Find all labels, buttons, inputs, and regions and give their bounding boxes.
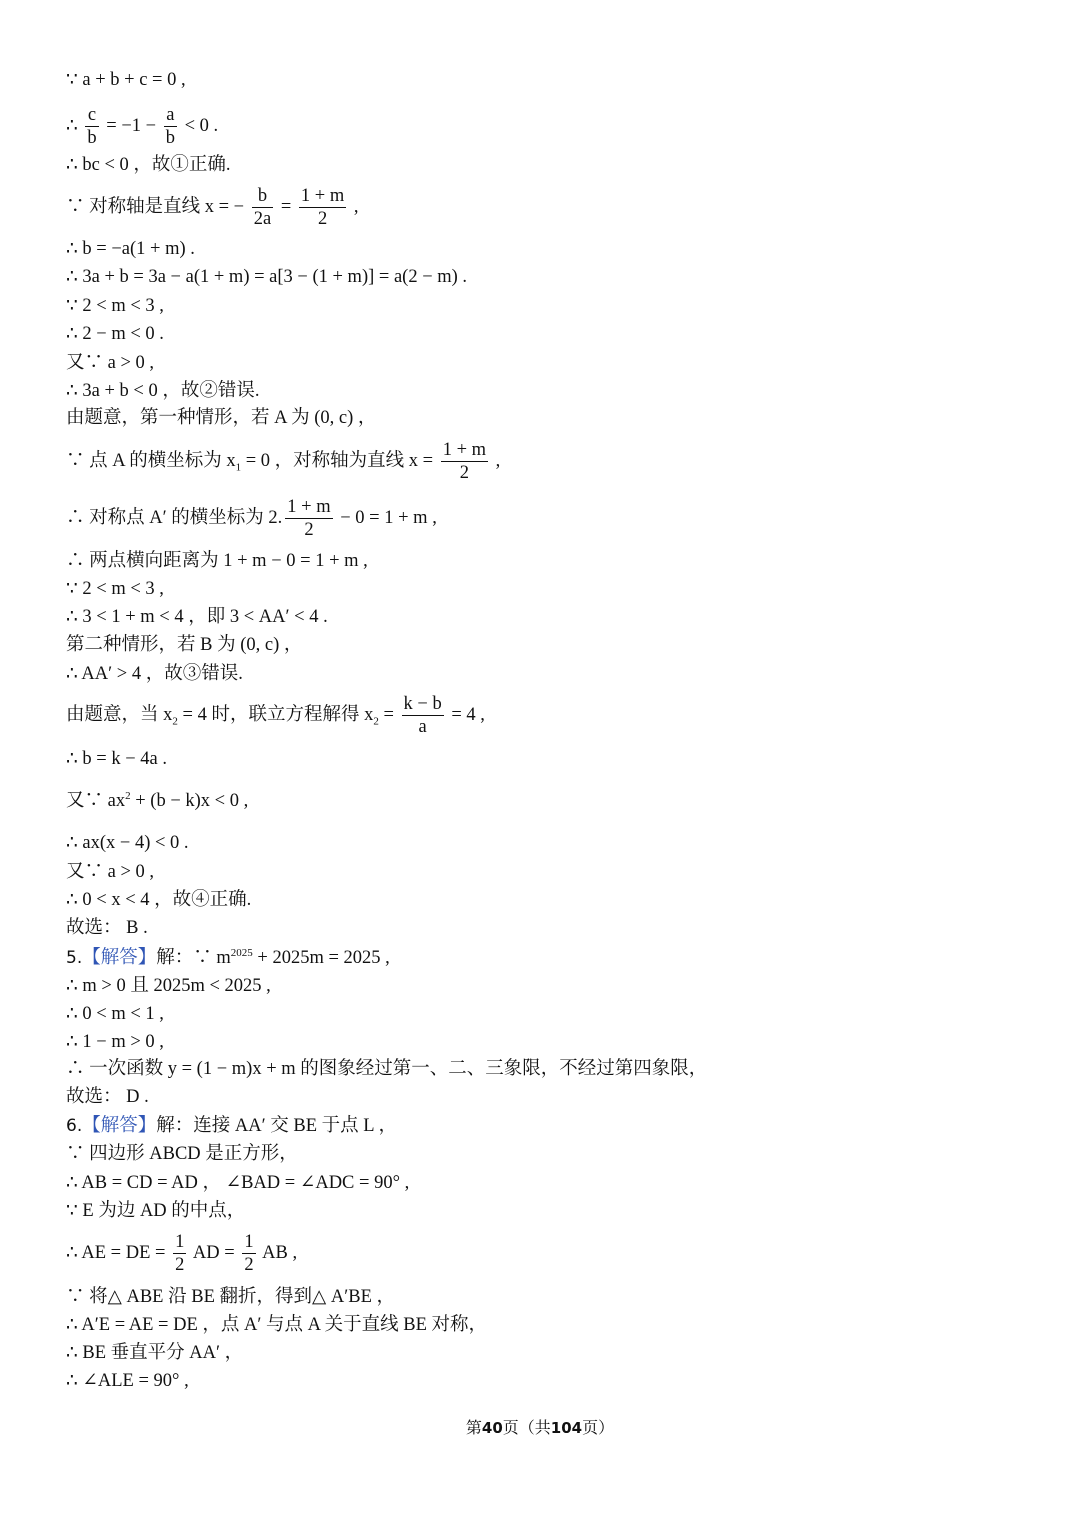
line-3: ∴ bc < 0 ，故①正确.: [66, 155, 231, 175]
text: ,: [491, 450, 501, 471]
text: 又∵ ax: [66, 791, 126, 811]
text: ,: [349, 196, 359, 217]
line-20: ∴ b = k − 4a .: [66, 749, 167, 769]
line-10: ∴ 3a + b < 0 ，故②错误.: [66, 381, 260, 401]
fraction: [441, 439, 488, 484]
text: ∴: [66, 115, 83, 136]
fraction: [164, 104, 177, 149]
denominator: a: [418, 717, 427, 737]
denominator: 2: [459, 463, 469, 483]
numerator: b: [252, 185, 273, 208]
text: =: [378, 704, 399, 725]
text: 解：连接 AA′ 交 BE 于点 L ，: [156, 1116, 398, 1136]
text: − 0 = 1 + m ,: [335, 507, 437, 528]
question-number: 6.: [66, 1116, 83, 1136]
denominator: b: [87, 128, 97, 148]
fraction: [252, 185, 273, 230]
footer-suffix: 页）: [582, 1420, 615, 1437]
fraction: [173, 1231, 186, 1276]
denominator: 2: [304, 520, 314, 540]
line-16: ∴ 3 < 1 + m < 4 ，即 3 < AA′ < 4 .: [66, 607, 328, 627]
text: + (b − k)x < 0 ,: [130, 791, 249, 811]
line-2: [66, 104, 218, 149]
footer-middle: 页（共: [502, 1420, 551, 1437]
numerator: k − b: [403, 694, 442, 714]
numerator: 1 + m: [442, 440, 487, 460]
line-31: 故选： D .: [66, 1087, 149, 1107]
line-35: ∵ E 为边 AD 的中点，: [66, 1201, 246, 1221]
denominator: 2: [244, 1255, 254, 1275]
line-38: ∴ A′E = AE = DE ，点 A′ 与点 A 关于直线 BE 对称，: [66, 1315, 488, 1335]
text: ∵ 点 A 的横坐标为 x: [66, 450, 236, 471]
line-37: ∵ 将△ ABE 沿 BE 翻折，得到△ A′BE ，: [66, 1287, 396, 1307]
fraction: [242, 1231, 255, 1276]
denominator: 2a: [253, 209, 272, 229]
line-25: 故选： B .: [66, 918, 148, 938]
fraction: [85, 104, 98, 149]
total-pages: 104: [550, 1419, 583, 1437]
denominator: 2: [175, 1255, 185, 1275]
numerator: 1 + m: [300, 186, 345, 206]
text: 解：∵ m: [156, 948, 231, 968]
text: = 0 ，对称轴为直线 x =: [241, 450, 438, 471]
text: AD =: [189, 1242, 240, 1263]
numerator: 1 + m: [287, 497, 331, 517]
text: = 4 ,: [446, 704, 485, 725]
line-36: [66, 1231, 297, 1276]
numerator: c: [85, 104, 98, 127]
line-13: [66, 496, 437, 541]
line-30: ∴ 一次函数 y = (1 − m)x + m 的图象经过第一、二、三象限，不经过第四象限，: [66, 1059, 708, 1079]
text: = −1 −: [101, 115, 161, 136]
denominator: 2: [317, 209, 328, 229]
subscript: 2: [373, 715, 379, 728]
subscript: 2: [172, 715, 178, 728]
page-footer: [0, 1415, 1080, 1438]
line-12: [66, 439, 500, 484]
line-17: 第二种情形，若 B 为 (0, c) ，: [66, 635, 303, 655]
line-27: ∴ m > 0 且 2025m < 2025 ,: [66, 976, 271, 996]
footer-prefix: 第: [465, 1420, 482, 1437]
numerator: a: [164, 104, 177, 127]
line-23: 又∵ a > 0 ,: [66, 862, 155, 882]
text: 由题意，当 x: [66, 704, 173, 725]
page-number: 40: [481, 1419, 503, 1437]
numerator: 1: [175, 1232, 185, 1252]
fraction: [402, 693, 444, 738]
superscript: 2: [125, 789, 131, 802]
line-34: ∴ AB = CD = AD ， ∠BAD = ∠ADC = 90° ,: [66, 1173, 410, 1193]
text: ∴ 对称点 A′ 的横坐标为 2.: [66, 507, 283, 528]
line-26: [66, 947, 390, 969]
denominator: b: [165, 128, 175, 148]
line-7: ∵ 2 < m < 3 ,: [66, 296, 164, 316]
line-33: ∵ 四边形 ABCD 是正方形，: [66, 1144, 298, 1164]
line-1: ∵ a + b + c = 0 ,: [66, 70, 186, 90]
line-24: ∴ 0 < x < 4 ，故④正确.: [66, 890, 252, 910]
line-9: 又∵ a > 0 ,: [66, 353, 155, 373]
question-number: 5.: [66, 948, 83, 968]
line-15: ∵ 2 < m < 3 ,: [66, 579, 164, 599]
text: =: [276, 196, 296, 217]
answer-tag: 【解答】: [82, 1116, 157, 1136]
answer-tag: 【解答】: [82, 948, 157, 968]
line-4: [66, 185, 358, 230]
line-19: [66, 693, 485, 738]
text: + 2025m = 2025 ,: [252, 948, 390, 968]
line-21: [66, 790, 248, 812]
line-39: ∴ BE 垂直平分 AA′ ，: [66, 1343, 244, 1363]
line-8: ∴ 2 − m < 0 .: [66, 324, 164, 344]
fraction: [299, 185, 346, 230]
line-28: ∴ 0 < m < 1 ,: [66, 1004, 164, 1024]
line-29: ∴ 1 − m > 0 ,: [66, 1032, 164, 1052]
fraction: [285, 496, 332, 541]
text: AB ,: [258, 1242, 298, 1263]
line-5: ∴ b = −a(1 + m) .: [66, 239, 195, 259]
text: < 0 .: [179, 115, 219, 136]
line-18: ∴ AA′ > 4 ，故③错误.: [66, 664, 243, 684]
subscript: 1: [235, 461, 242, 474]
line-14: ∴ 两点横向距离为 1 + m − 0 = 1 + m ,: [66, 551, 368, 571]
text: ∵ 对称轴是直线 x = −: [66, 196, 249, 217]
numerator: 1: [244, 1232, 254, 1252]
text: = 4 时，联立方程解得 x: [177, 704, 374, 725]
line-6: ∴ 3a + b = 3a − a(1 + m) = a[3 − (1 + m)] = a(2 − m) .: [66, 267, 468, 287]
line-40: ∴ ∠ALE = 90° ,: [66, 1371, 189, 1391]
text: ∴ AE = DE =: [66, 1242, 171, 1263]
line-11: 由题意，第一种情形，若 A 为 (0, c) ，: [66, 408, 377, 428]
line-22: ∴ ax(x − 4) < 0 .: [66, 833, 189, 853]
superscript: 2025: [230, 946, 253, 959]
line-32: [66, 1115, 397, 1137]
